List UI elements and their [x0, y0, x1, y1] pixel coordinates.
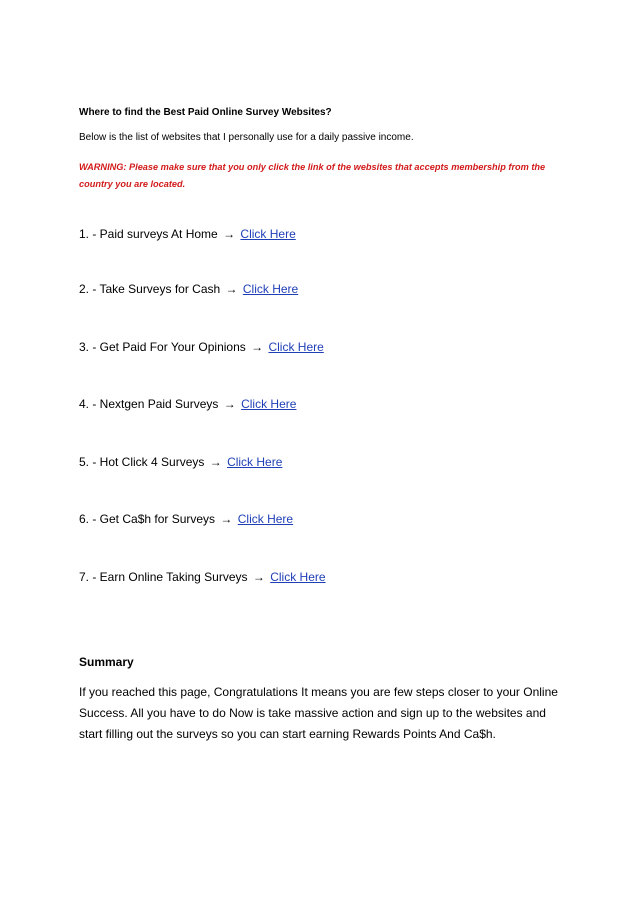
intro-text: Below is the list of websites that I personally use for a daily passive income. — [79, 132, 414, 143]
arrow-right-icon: → — [225, 282, 238, 296]
arrow-right-icon: → — [223, 397, 236, 411]
survey-list-item-4 — [79, 396, 296, 412]
survey-item-label: 5. - Hot Click 4 Surveys — [79, 455, 205, 469]
survey-item-label: 7. - Earn Online Taking Surveys — [79, 570, 248, 584]
survey-item-label: 3. - Get Paid For Your Opinions — [79, 340, 246, 354]
arrow-right-icon: → — [252, 570, 265, 584]
click-here-link-5[interactable]: Click Here — [227, 455, 283, 469]
page-heading: Where to find the Best Paid Online Survey Websites? — [79, 107, 332, 118]
survey-list-item-1 — [79, 226, 296, 242]
click-here-link-7[interactable]: Click Here — [270, 570, 326, 584]
click-here-link-1[interactable]: Click Here — [240, 227, 296, 241]
summary-heading: Summary — [79, 655, 134, 669]
click-here-link-3[interactable]: Click Here — [268, 340, 324, 354]
survey-list-item-5 — [79, 454, 282, 470]
click-here-link-4[interactable]: Click Here — [241, 397, 297, 411]
survey-list-item-6 — [79, 511, 293, 527]
warning-text: WARNING: Please make sure that you only click the link of the websites that accepts membership from the country you are located. — [79, 162, 546, 189]
arrow-right-icon: → — [251, 340, 264, 354]
survey-list-item-7 — [79, 569, 326, 585]
arrow-right-icon: → — [209, 455, 222, 469]
click-here-link-6[interactable]: Click Here — [237, 512, 294, 526]
survey-item-label: 6. - Get Ca$h for Surveys — [79, 512, 216, 526]
survey-list-item-2 — [79, 281, 298, 297]
survey-list-item-3 — [79, 339, 324, 355]
arrow-right-icon: → — [223, 227, 236, 241]
survey-item-label: 1. - Paid surveys At Home — [79, 227, 218, 241]
summary-paragraph: If you reached this page, Congratulations It means you are few steps closer to your Online Success. All you have to do Now is take massive action and sign up to the websites and start filling out the surveys so you can start earning Rewards Points And Ca$h. — [79, 685, 558, 741]
survey-item-label: 4. - Nextgen Paid Surveys — [79, 397, 219, 411]
arrow-right-icon: → — [220, 512, 233, 526]
survey-item-label: 2. - Take Surveys for Cash — [79, 282, 221, 296]
click-here-link-2[interactable]: Click Here — [242, 282, 299, 296]
